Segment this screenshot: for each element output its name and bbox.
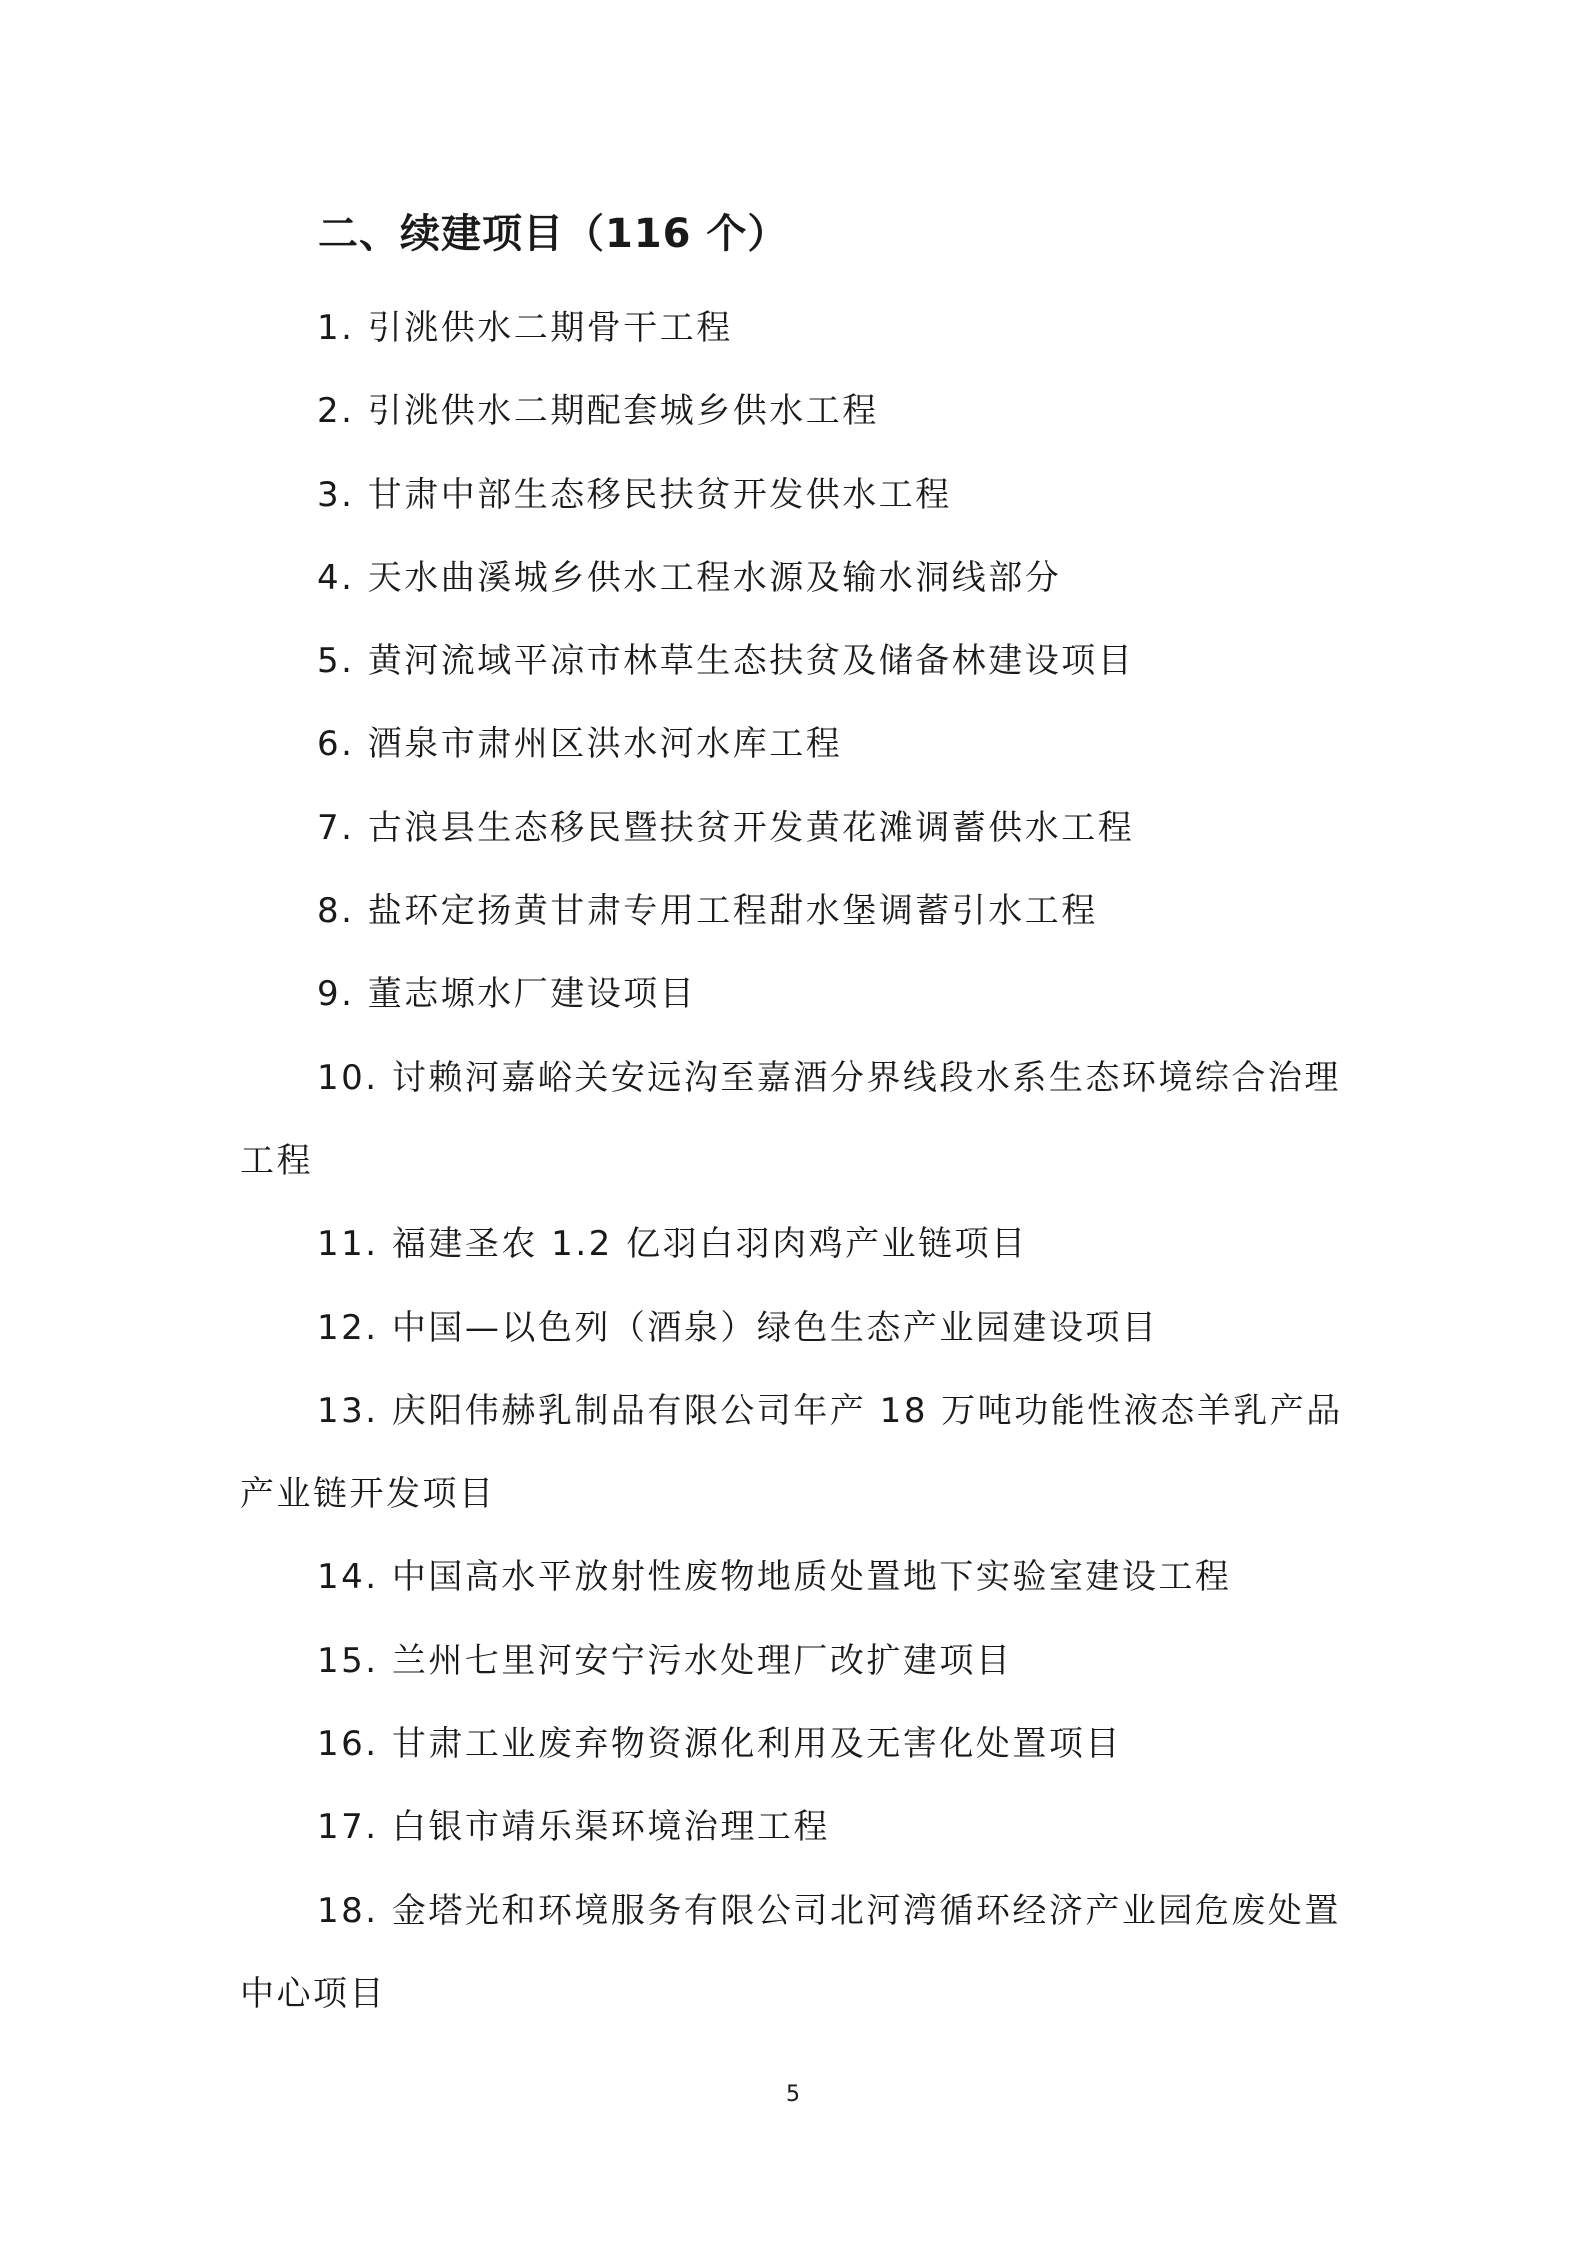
list-item: 1. 引洮供水二期骨干工程 [317, 308, 733, 348]
project-list [240, 287, 1350, 2036]
list-item: 5. 黄河流域平凉市林草生态扶贫及储备林建设项目 [317, 641, 1135, 682]
page-number: 5 [786, 2082, 800, 2107]
list-item: 2. 引洮供水二期配套城乡供水工程 [317, 391, 879, 432]
list-item: 14. 中国高水平放射性废物地质处置地下实验室建设工程 [317, 1557, 1232, 1598]
list-item: 6. 酒泉市肃州区洪水河水库工程 [317, 724, 843, 765]
list-item: 18. 金塔光和环境服务有限公司北河湾循环经济产业园危废处置中心项目 [240, 1890, 1341, 2014]
list-item: 7. 古浪县生态移民暨扶贫开发黄花滩调蓄供水工程 [317, 807, 1135, 848]
list-item: 3. 甘肃中部生态移民扶贫开发供水工程 [317, 474, 952, 515]
list-item: 17. 白银市靖乐渠环境治理工程 [317, 1807, 830, 1848]
list-item: 15. 兰州七里河安宁污水处理厂改扩建项目 [317, 1640, 1013, 1681]
list-item: 12. 中国—以色列（酒泉）绿色生态产业园建设项目 [317, 1307, 1159, 1348]
list-item: 10. 讨赖河嘉峪关安远沟至嘉酒分界线段水系生态环境综合治理工程 [240, 1057, 1341, 1181]
list-item: 16. 甘肃工业废弃物资源化利用及无害化处置项目 [317, 1724, 1122, 1765]
list-item: 4. 天水曲溪城乡供水工程水源及输水洞线部分 [317, 557, 1062, 598]
list-item: 11. 福建圣农 1.2 亿羽白羽肉鸡产业链项目 [317, 1224, 1028, 1265]
section-heading: 二、续建项目（116 个） [318, 211, 789, 257]
list-item: 8. 盐环定扬黄甘肃专用工程甜水堡调蓄引水工程 [317, 891, 1098, 932]
list-item: 13. 庆阳伟赫乳制品有限公司年产 18 万吨功能性液态羊乳产品产业链开发项目 [240, 1390, 1343, 1515]
list-item: 9. 董志塬水厂建设项目 [317, 974, 697, 1015]
